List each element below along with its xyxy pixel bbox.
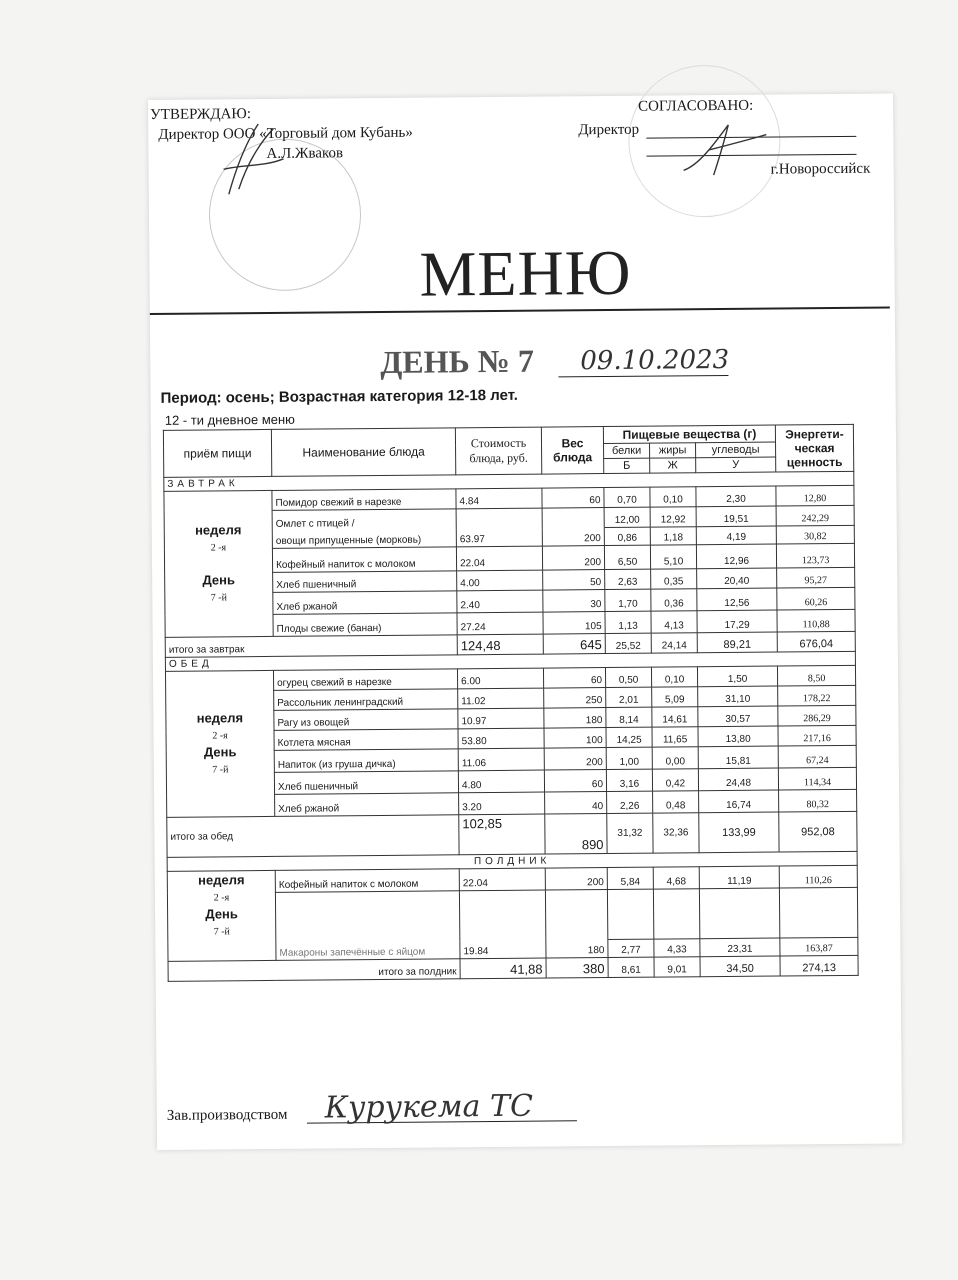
dish-protein: 8,14: [606, 707, 652, 727]
dish-name: Макароны запечённые с яйцом: [276, 941, 460, 961]
section-breakfast: ЗАВТРАК: [164, 471, 854, 491]
dish-cost: 53.80: [458, 728, 544, 749]
dish-name: Хлеб ржаной: [273, 591, 457, 615]
dish-protein: 0,86: [604, 527, 650, 545]
dish-carbs: 1,50: [697, 666, 777, 687]
dish-fat: 14,61: [652, 707, 698, 727]
day-value: 7 -й: [210, 591, 227, 603]
dish-energy: 67,24: [778, 745, 856, 768]
dish-energy: 8,50: [777, 665, 855, 686]
dish-carbs: 12,56: [697, 588, 777, 611]
agree-label: СОГЛАСОВАНО:: [638, 97, 754, 115]
day-title: ДЕНЬ № 7: [380, 342, 535, 380]
dish-fat: 4,33: [654, 939, 700, 957]
week-value: 2 -я: [212, 729, 228, 741]
dish-fat: 11,65: [652, 727, 698, 747]
dish-carbs: 20,40: [697, 568, 777, 589]
dish-name: Котлета мясная: [274, 729, 458, 751]
total-protein: 8,61: [608, 957, 654, 977]
week-label: неделя: [194, 521, 242, 538]
dish-cost: 2.40: [457, 590, 543, 613]
dish-energy: 80,32: [779, 789, 857, 812]
menu-sheet: [148, 93, 902, 1149]
dish-fat: 0,00: [652, 747, 698, 769]
dish-fat: 0,10: [650, 487, 696, 507]
page-title: МЕНЮ: [419, 236, 632, 310]
dish-energy: 95,27: [777, 567, 855, 588]
col-meal: приём пищи: [163, 429, 271, 477]
dish-weight: 105: [543, 612, 605, 635]
dish-name: Омлет с птицей /: [272, 509, 456, 531]
dish-protein: 1,13: [605, 611, 651, 633]
dish-energy: 163,87: [780, 937, 858, 956]
week-value: 2 -я: [213, 892, 230, 904]
dish-energy: 60,26: [777, 587, 855, 610]
menu-type: 12 - ти дневное меню: [164, 411, 295, 428]
col-protein-short: Б: [604, 458, 650, 473]
dish-weight: 30: [543, 590, 605, 613]
dish-cost: 19.84: [460, 940, 546, 959]
dish-cost: 4.80: [458, 770, 544, 793]
dish-weight: 60: [542, 488, 604, 509]
dish-protein: 12,00: [604, 507, 650, 527]
col-protein: белки: [604, 443, 650, 458]
dish-carbs: 30,57: [698, 706, 778, 727]
dish-fat: 0,35: [651, 569, 697, 589]
dish-fat: 4,13: [651, 611, 697, 633]
dish-name: Плоды свежие (банан): [273, 613, 457, 637]
dish-weight: 100: [544, 728, 606, 749]
day-value: 7 -й: [213, 926, 230, 938]
section-snack: ПОЛДНИК: [167, 851, 857, 871]
total-cost: 102,85: [459, 814, 545, 855]
period-line: Период: осень; Возрастная категория 12-18 лет.: [160, 386, 518, 407]
week-label: неделя: [198, 872, 245, 888]
snack-week-cell: [167, 870, 276, 961]
dish-energy: 123,73: [776, 543, 854, 568]
dish-name: Хлеб ржаной: [275, 793, 459, 817]
dish-carbs: 12,96: [696, 544, 776, 569]
dish-protein: 3,16: [606, 769, 652, 791]
dish-protein: 1,00: [606, 747, 652, 769]
menu-table: [163, 424, 859, 982]
approve-name: А.Л.Жваков: [266, 145, 344, 162]
dish-protein: 2,63: [605, 569, 651, 589]
dish-name: Хлеб пшеничный: [274, 771, 458, 795]
dish-fat: 5,10: [650, 545, 696, 569]
dish-fat: 4,68: [653, 867, 699, 889]
dish-fat: 5,09: [652, 687, 698, 707]
dish-carbs: 17,29: [697, 610, 777, 633]
dish-weight: 180: [544, 708, 606, 729]
col-energy: Энергети- ческая ценность: [775, 424, 853, 472]
total-fat: 9,01: [654, 957, 700, 977]
dish-carbs: 2,30: [696, 486, 776, 507]
agree-position: Директор: [578, 121, 640, 139]
agree-city: г.Новороссийск: [770, 160, 871, 178]
dish-carbs: 16,74: [699, 790, 779, 813]
footer-label: Зав.производством: [166, 1106, 288, 1124]
dish-cost: 22.04: [459, 868, 545, 891]
dish-energy: 242,29: [776, 505, 854, 526]
dish-fat: 0,42: [652, 769, 698, 791]
total-cost: 124,48: [457, 634, 543, 655]
day-label: День: [205, 906, 238, 922]
dish-protein: 0,50: [605, 667, 651, 687]
dish-name: Помидор свежий в нарезке: [272, 489, 456, 511]
col-dish: Наименование блюда: [271, 428, 455, 477]
footer-signature: Курукема ТС: [324, 1088, 534, 1126]
dish-weight: 180: [546, 940, 608, 959]
dish-protein: 1,70: [605, 589, 651, 611]
dish-name: Напиток (из груша дичка): [274, 749, 458, 773]
dish-cost: 63.97: [456, 528, 542, 547]
dish-weight: [542, 508, 604, 529]
dish-protein: 5,84: [607, 867, 653, 889]
dish-fat: 1,18: [650, 527, 696, 545]
dish-fat: 0,48: [653, 791, 699, 813]
dish-protein: 2,77: [608, 939, 654, 957]
dish-protein: 6,50: [604, 545, 650, 569]
col-cost: Стоимость блюда, руб.: [455, 427, 541, 475]
dish-fat: 0,10: [651, 667, 697, 687]
dish-energy: 12,80: [776, 485, 854, 506]
dish-weight: 60: [543, 668, 605, 689]
col-carbs: углеводы: [696, 442, 776, 458]
section-lunch: ОБЕД: [165, 651, 855, 671]
dish-carbs: 11,19: [699, 866, 779, 889]
dish-name: Кофейный напиток с молоком: [275, 869, 459, 893]
total-carbs: 133,99: [699, 812, 779, 853]
dish-cost: 6.00: [457, 668, 543, 689]
dish-cost: 3.20: [459, 792, 545, 815]
dish-fat: 12,92: [650, 507, 696, 527]
dish-cost: 27.24: [457, 612, 543, 635]
dish-cost: 4.84: [456, 488, 542, 509]
total-label: итого за полдник: [168, 959, 460, 982]
dish-carbs: 4,19: [696, 526, 776, 545]
dish-carbs: 24,48: [698, 768, 778, 791]
col-nutrients: Пищевые вещества (г): [603, 425, 775, 444]
dish-carbs: 19,51: [696, 506, 776, 527]
day-value: 7 -й: [212, 763, 229, 775]
total-cost: 41,88: [460, 958, 546, 979]
total-protein: 31,32: [607, 813, 653, 853]
dish-weight: 200: [542, 528, 604, 547]
dish-protein: 2,26: [607, 791, 653, 813]
dish-protein: 14,25: [606, 727, 652, 747]
dish-energy: 217,16: [778, 725, 856, 746]
dish-cost: 10.97: [458, 708, 544, 729]
total-fat: 32,36: [653, 813, 699, 853]
signature-director-left: [218, 119, 289, 200]
breakfast-week-cell: [164, 490, 273, 637]
total-label: итого за завтрак: [165, 635, 457, 658]
total-weight: 645: [543, 634, 605, 655]
dish-fat: 0,36: [651, 589, 697, 611]
dish-carbs: 23,31: [700, 938, 780, 957]
total-energy: 952,08: [779, 811, 857, 852]
dish-cost: 11.06: [458, 748, 544, 771]
date-handwritten: 09.10.2023: [580, 344, 730, 377]
dish-name: огурец свежий в нарезке: [273, 669, 457, 691]
dish-weight: 250: [544, 688, 606, 709]
dish-energy: 110,88: [777, 609, 855, 632]
total-row: [167, 811, 857, 857]
dish-name: Хлеб пшеничный: [273, 571, 457, 593]
col-weight: Вес блюда: [541, 427, 603, 475]
dish-name: овощи припущенные (морковь): [272, 529, 456, 549]
day-label: День: [203, 743, 237, 760]
dish-protein: 2,01: [606, 687, 652, 707]
dish-name: Рагу из овощей: [274, 709, 458, 731]
dish-energy: 178,22: [778, 685, 856, 706]
col-fat-short: Ж: [650, 458, 696, 473]
dish-cost: [456, 508, 542, 529]
dish-name: Рассольник ленинградский: [274, 689, 458, 711]
dish-weight: 60: [544, 770, 606, 793]
day-label: День: [202, 571, 236, 588]
dish-name: Кофейный напиток с молоком: [272, 547, 456, 573]
total-energy: 676,04: [777, 631, 855, 652]
dish-weight: 200: [545, 868, 607, 891]
dish-cost: 4.00: [457, 570, 543, 591]
dish-protein: 0,70: [604, 487, 650, 507]
signature-director-right: [678, 115, 769, 186]
dish-weight: 200: [542, 546, 604, 571]
total-weight: 890: [545, 814, 607, 855]
col-carbs-short: У: [696, 457, 776, 473]
dish-energy: 286,29: [778, 705, 856, 726]
total-carbs: 34,50: [700, 956, 780, 977]
dish-cost: 11.02: [458, 688, 544, 709]
col-fat: жиры: [650, 443, 696, 458]
dish-carbs: 13,80: [698, 726, 778, 747]
week-label: неделя: [196, 709, 244, 726]
total-protein: 25,52: [605, 633, 651, 653]
approve-label: УТВЕРЖДАЮ:: [150, 106, 252, 123]
week-value: 2 -я: [210, 541, 227, 553]
dish-cost: 22.04: [456, 546, 542, 571]
dish-energy: 30,82: [776, 525, 854, 544]
dish-carbs: 31,10: [698, 686, 778, 707]
approve-position: Директор ООО «Торговый дом Кубань»: [158, 124, 413, 143]
dish-weight: 40: [545, 792, 607, 815]
lunch-week-cell: [165, 670, 274, 817]
total-carbs: 89,21: [697, 632, 777, 653]
total-weight: 380: [546, 958, 608, 979]
dish-weight: 200: [544, 748, 606, 771]
dish-weight: 50: [543, 570, 605, 591]
total-label: итого за обед: [167, 815, 459, 858]
total-energy: 274,13: [780, 955, 858, 976]
dish-energy: 110,26: [779, 865, 857, 888]
dish-energy: 114,34: [778, 767, 856, 790]
total-fat: 24,14: [651, 633, 697, 653]
dish-carbs: 15,81: [698, 746, 778, 769]
